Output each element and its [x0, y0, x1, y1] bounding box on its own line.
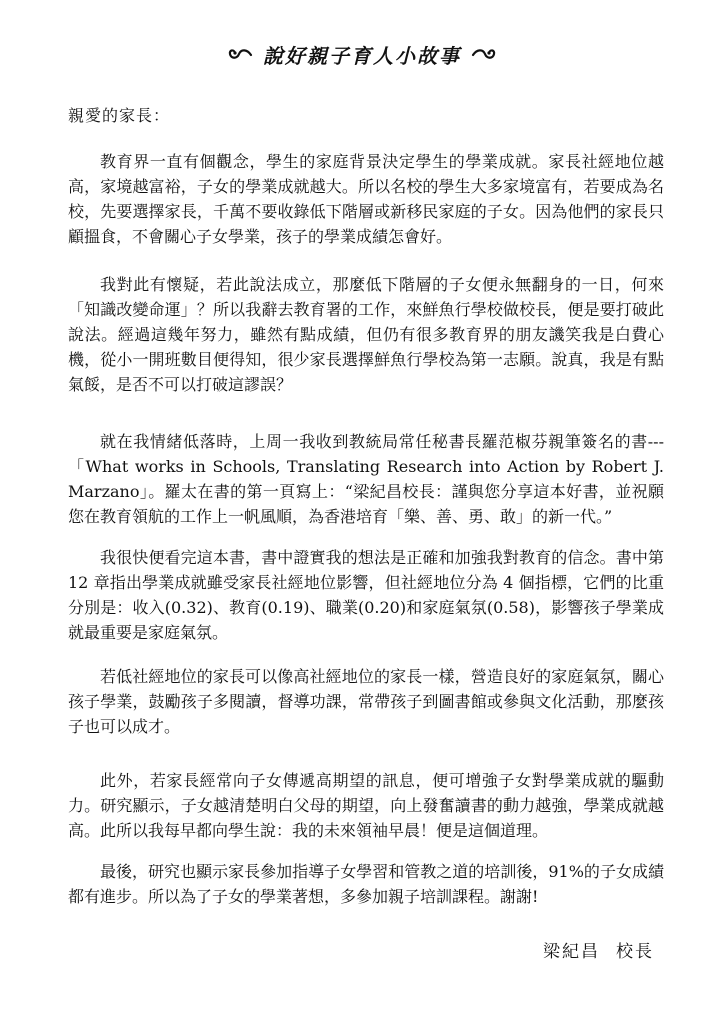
swirl-ornament-right-icon	[471, 47, 497, 63]
signature	[543, 937, 654, 962]
page-title: 說好親子育人小故事	[263, 44, 461, 68]
paragraph-4: 我很快便看完這本書，書中證實我的想法是正確和加強我對教育的信念。書中第 12 章指出學業成就雖受家長社經地位影響，但社經地位分為 4 個指標，它們的比重分別是：收入(0.32)、教育(0.19)、職業(0.20)和家庭氣氛(0.58)，影響孩子學業成就最重要是家庭氣氛。	[68, 548, 664, 642]
paragraph-5: 若低社經地位的家長可以像高社經地位的家長一樣，營造良好的家庭氣氛，關心孩子學業，鼓勵孩子多閱讀，督導功課，常帶孩子到圖書館或參與文化活動，那麼孩子也可以成才。	[68, 667, 664, 736]
signature-name: 梁紀昌	[543, 942, 600, 962]
header	[0, 40, 724, 69]
paragraph-6: 此外，若家長經常向子女傳遞高期望的訊息，便可增強子女對學業成就的驅動力。研究顯示，子女越清楚明白父母的期望，向上發奮讀書的動力越強，學業成就越高。此所以我每早都向學生說：我的未來領袖早晨！便是這個道理。	[68, 771, 664, 840]
paragraph-7: 最後，研究也顯示家長參加指導子女學習和管教之道的培訓後，91%的子女成績都有進步。所以為了子女的學業著想，多參加親子培訓課程。謝謝!	[68, 862, 664, 906]
paragraph-3: 就在我情緒低落時，上周一我收到教統局常任秘書長羅范椒芬親筆簽名的書---「What works in Schools, Translating Research into Action by Robert J. Marzano」。羅太在書的第一頁寫上：“梁紀昌校長：謹與您分享這本好書，並祝願您在教育領航的工作上一帆風順，為香港培育「樂、善、勇、敢」的新一代。”	[68, 432, 664, 526]
paragraph-1: 教育界一直有個觀念，學生的家庭背景決定學生的學業成就。家長社經地位越高，家境越富裕，子女的學業成就越大。所以名校的學生大多家境富有，若要成為名校，先要選擇家長，千萬不要收錄低下階層或新移民家庭的子女。因為他們的家長只顧搵食，不會關心子女學業，孩子的學業成績怎會好。	[68, 152, 664, 246]
salutation: 親愛的家長：	[68, 106, 171, 125]
paragraph-2: 我對此有懷疑，若此說法成立，那麼低下階層的子女便永無翻身的一日，何來「知識改變命運」？所以我辭去教育署的工作，來鮮魚行學校做校長，便是要打破此說法。經過這幾年努力，雖然有點成績，但仍有很多教育界的朋友譏笑我是白費心機，從小一開班數目便得知，很少家長選擇鮮魚行學校為第一志願。說真，我是有點氣餒，是否不可以打破這謬誤？	[68, 275, 664, 394]
swirl-ornament-left-icon	[227, 47, 253, 63]
signature-title: 校長	[616, 942, 654, 962]
